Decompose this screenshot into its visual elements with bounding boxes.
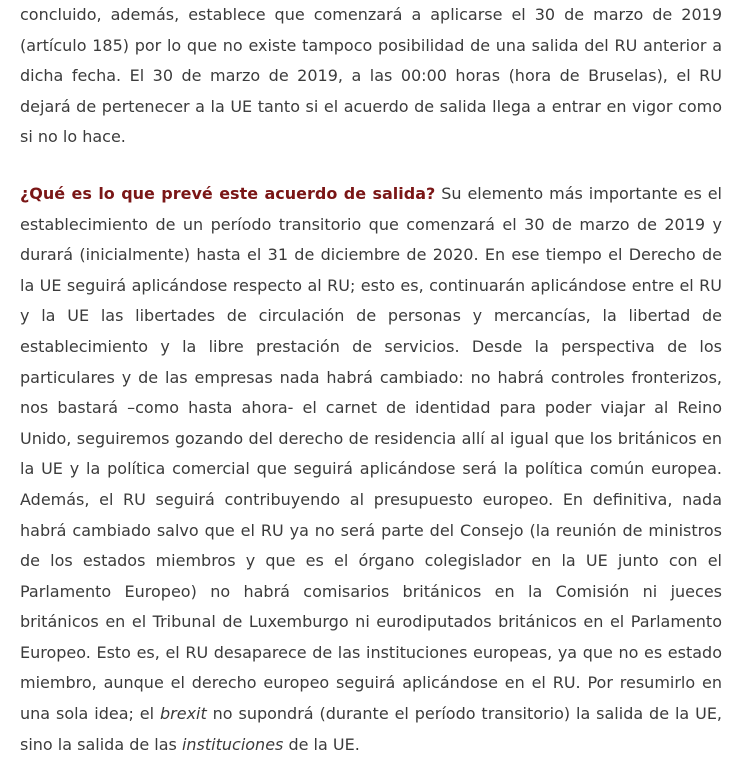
paragraph-brexit-date: concluido, además, establece que comenzará a aplicarse el 30 de marzo de 2019 (artículo 185) por lo que no existe tampoco posibilidad de una salida del RU anterior a dicha fecha. El 30 de marzo de 2019, a las 00:00 horas (hora de Bruselas), el RU dejará de pertenecer a la UE tanto si el acuerdo de salida llega a entrar en vigor como si no lo hace. — [20, 5, 722, 147]
paragraph-text-part-a: Su elemento más importante es el establecimiento de un período transitorio que comenzará el 30 de marzo de 2019 y durará (inicialmente) hasta el 31 de diciembre de 2020. En ese tiempo el Derecho de la UE seguirá aplicándose respecto al RU; esto es, continuarán aplicándose entre el RU y la UE las libertades de circulación de personas y mercancías, la libertad de establecimiento y la libre prestación de servicios. Desde la perspectiva de los particulares y de las empresas nada habrá cambiado: no habrá controles fronterizos, nos bastará –como hasta ahora- el carnet de identidad para poder viajar al Reino Unido, seguiremos gozando del derecho de residencia allí al igual que los británicos en la UE y la política comercial que seguirá aplicándose será la política común europea. Además, el RU seguirá contribuyendo al presupuesto europeo. En definitiva, nada habrá cambiado salvo que el RU ya no será parte del Consejo (la reunión de ministros de los estados miembros y que es el órgano colegislador en la UE junto con el Parlamento Europeo) no habrá comisarios británicos en la Comisión ni jueces británicos en el Tribunal de Luxemburgo ni eurodiputados británicos en el Parlamento Europeo. Esto es, el RU desaparece de las instituciones europeas, ya que no es estado miembro, aunque el derecho europeo seguirá aplicándose en el RU. Por resumirlo en una sola idea; el — [20, 183, 722, 724]
article-body — [20, 0, 722, 760]
paragraph-text-part-c: de la UE. — [283, 734, 360, 754]
paragraph-text-part-b: no supondrá (durante el período transitorio) la salida de la UE, sino la salida de las — [20, 704, 723, 754]
lead-question: ¿Qué es lo que prevé este acuerdo de salida? — [20, 183, 436, 203]
italic-instituciones: instituciones — [181, 734, 284, 754]
italic-brexit: brexit — [160, 704, 207, 724]
paragraph-withdrawal-agreement — [20, 179, 722, 760]
